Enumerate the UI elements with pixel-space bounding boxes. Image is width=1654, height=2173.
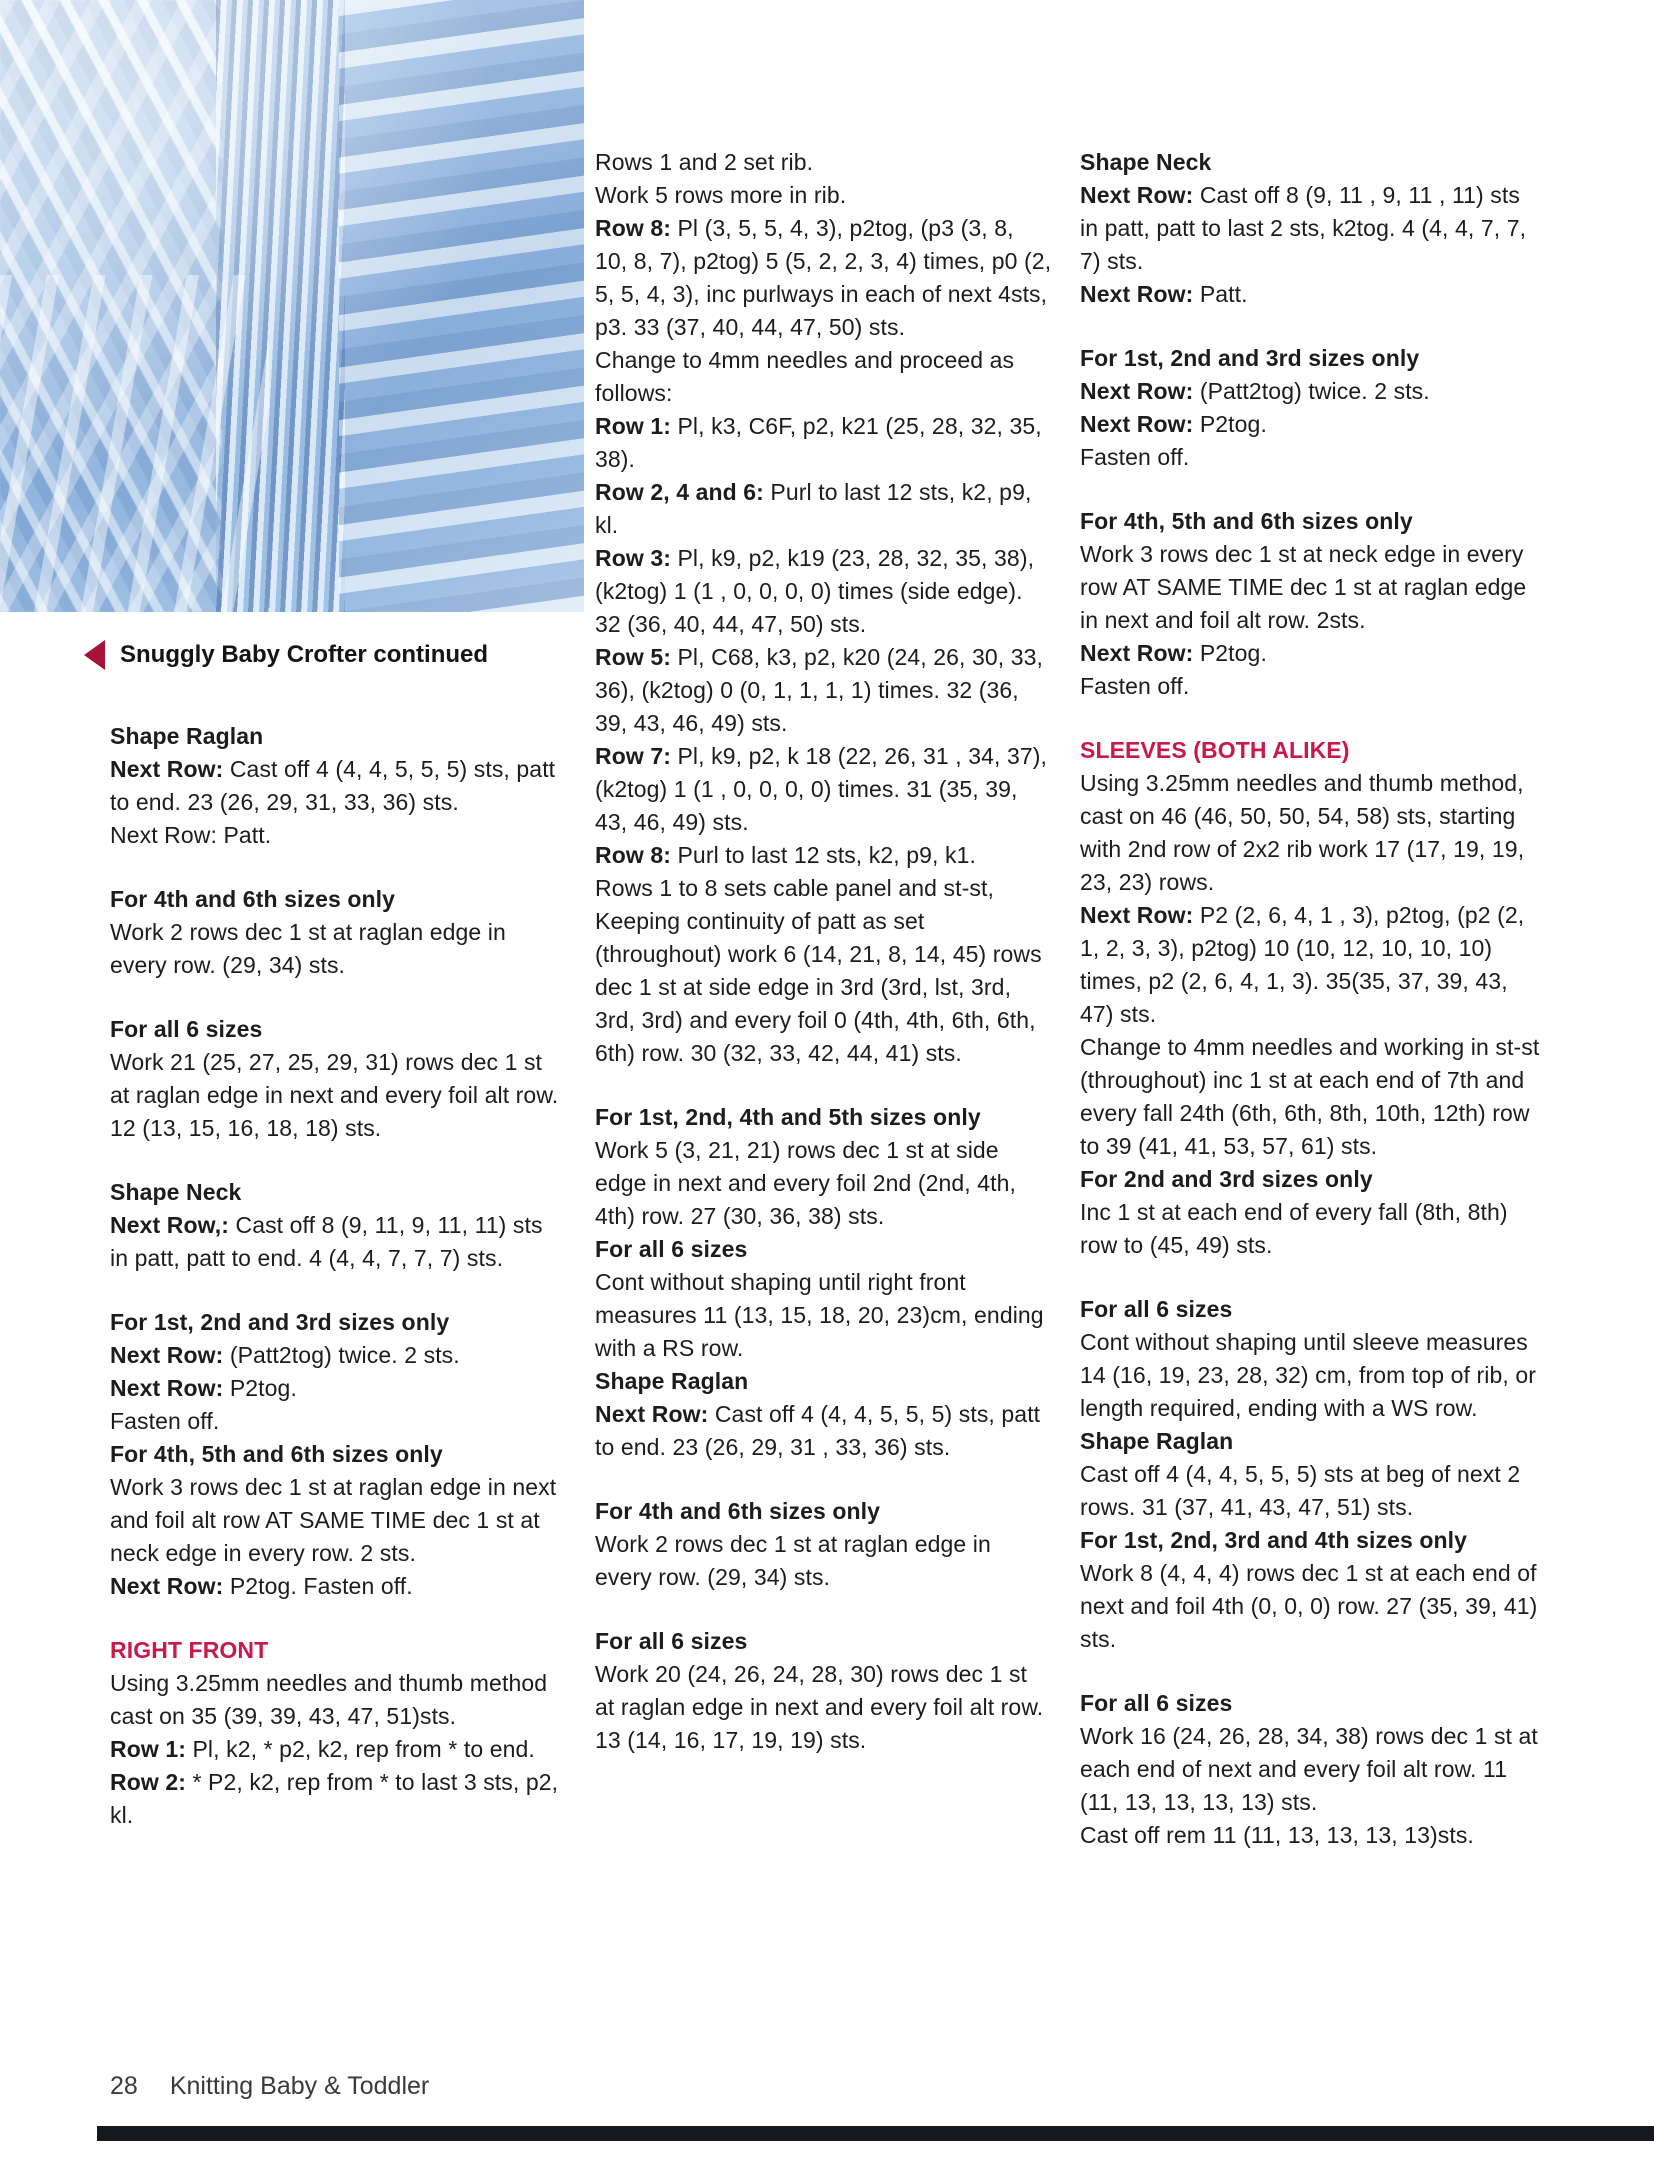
- bold-run: Next Row,:: [110, 1212, 236, 1238]
- pattern-paragraph: [110, 753, 567, 819]
- bold-run: Row 1:: [595, 413, 678, 439]
- section-heading: For 1st, 2nd and 3rd sizes only: [1080, 345, 1420, 371]
- section-heading: For 4th, 5th and 6th sizes only: [1080, 508, 1413, 534]
- text-run: Pl, k9, p2, k 18 (22, 26, 31 , 34, 37), (k2tog) 1 (1 , 0, 0, 0, 0) times. 31 (35, 39, 43, 46, 49) sts.: [595, 743, 1048, 835]
- section-heading: For 4th and 6th sizes only: [595, 1498, 881, 1524]
- text-run: Using 3.25mm needles and thumb method cast on 35 (39, 39, 43, 47, 51)sts.: [110, 1670, 548, 1729]
- section-heading: For all 6 sizes: [1080, 1690, 1233, 1716]
- pattern-paragraph: [595, 410, 1052, 476]
- pattern-paragraph: [1080, 899, 1542, 1031]
- page-number: 28: [110, 2072, 138, 2100]
- section-heading: Shape Neck: [1080, 149, 1212, 175]
- text-run: Cast off 4 (4, 4, 5, 5, 5) sts, patt to end. 23 (26, 29, 31 , 33, 36) sts.: [595, 1401, 1041, 1460]
- text-run: Pl (3, 5, 5, 4, 3), p2tog, (p3 (3, 8, 10, 8, 7), p2tog) 5 (5, 2, 2, 3, 4) times, p0 (2, 5, 5, 4, 3), inc purlways in each of next 4sts, p3. 33 (37, 40, 44, 47, 50) sts.: [595, 215, 1052, 340]
- column-middle: [595, 146, 1052, 1852]
- paragraph-gap: [110, 1603, 567, 1634]
- pattern-paragraph: [595, 1134, 1052, 1233]
- paragraph-gap: [1080, 474, 1542, 505]
- pattern-paragraph: [110, 1339, 567, 1372]
- text-run: Cast off 4 (4, 4, 5, 5, 5) sts at beg of next 2 rows. 31 (37, 41, 43, 47, 51) sts.: [1080, 1461, 1521, 1520]
- pattern-paragraph: [1080, 1458, 1542, 1524]
- text-run: Next Row: Patt.: [110, 822, 272, 848]
- column-right: [1080, 146, 1542, 1852]
- pattern-paragraph: [1080, 1196, 1542, 1262]
- bold-run: Next Row:: [110, 1342, 230, 1368]
- pattern-paragraph: [110, 1372, 567, 1405]
- pattern-paragraph: [1080, 408, 1542, 441]
- pattern-paragraph: [595, 740, 1052, 839]
- section-heading: For 1st, 2nd and 3rd sizes only: [110, 1309, 450, 1335]
- text-run: Work 2 rows dec 1 st at raglan edge in every row. (29, 34) sts.: [110, 919, 506, 978]
- pattern-paragraph: [1080, 1819, 1542, 1852]
- continued-title: Snuggly Baby Crofter continued: [120, 641, 489, 668]
- text-run: Work 3 rows dec 1 st at raglan edge in next and foil alt row AT SAME TIME dec 1 st at neck edge in every row. 2 sts.: [110, 1474, 557, 1566]
- pattern-paragraph: [110, 819, 567, 852]
- bold-run: Next Row:: [110, 1573, 230, 1599]
- section-heading: For all 6 sizes: [1080, 1296, 1233, 1322]
- paragraph-gap: [1080, 311, 1542, 342]
- text-run: P2 (2, 6, 4, 1 , 3), p2tog, (p2 (2, 1, 2, 3, 3), p2tog) 10 (10, 12, 10, 10, 10) times, p2 (2, 6, 4, 1, 3). 35(35, 37, 39, 43, 47) sts.: [1080, 902, 1525, 1027]
- pattern-paragraph: [110, 1766, 567, 1832]
- text-run: Using 3.25mm needles and thumb method, cast on 46 (46, 50, 50, 54, 58) sts, starting with 2nd row of 2x2 rib work 17 (17, 19, 19, 23, 23) rows.: [1080, 770, 1525, 895]
- pattern-paragraph: [1080, 278, 1542, 311]
- paragraph-gap: [595, 1070, 1052, 1101]
- text-run: Work 2 rows dec 1 st at raglan edge in every row. (29, 34) sts.: [595, 1531, 991, 1590]
- text-run: Keeping continuity of patt as set (throughout) work 6 (14, 21, 8, 14, 45) rows dec 1 st at side edge in 3rd (3rd, lst, 3rd, 3rd, 3rd) and every foil 0 (4th, 4th, 6th, 6th, 6th) row. 30 (32, 33, 42, 44, 41) sts.: [595, 908, 1042, 1066]
- text-run: Purl to last 12 sts, k2, p9, kl.: [595, 479, 1032, 538]
- pattern-paragraph: [1080, 1720, 1542, 1819]
- section-heading: Shape Raglan: [595, 1368, 749, 1394]
- pattern-paragraph: [595, 872, 1052, 905]
- text-run: Purl to last 12 sts, k2, p9, k1.: [677, 842, 976, 868]
- text-run: Pl, k9, p2, k19 (23, 28, 32, 35, 38), (k2tog) 1 (1 , 0, 0, 0, 0) times (side edge). 32 (36, 40, 44, 47, 50) sts.: [595, 545, 1035, 637]
- text-run: Work 20 (24, 26, 24, 28, 30) rows dec 1 st at raglan edge in next and every foil alt row. 13 (14, 16, 17, 19, 19) sts.: [595, 1661, 1044, 1753]
- text-run: P2tog.: [1199, 411, 1267, 437]
- text-run: Change to 4mm needles and working in st-st (throughout) inc 1 st at each end of 7th and every fall 24th (6th, 6th, 8th, 10th, 12th) row to 39 (41, 41, 53, 57, 61) sts.: [1080, 1034, 1540, 1159]
- text-run: Cast off 8 (9, 11 , 9, 11 , 11) sts in patt, patt to last 2 sts, k2tog. 4 (4, 4, 7, 7, 7) sts.: [1080, 182, 1527, 274]
- section-heading: For 1st, 2nd, 4th and 5th sizes only: [595, 1104, 981, 1130]
- bold-run: Next Row:: [110, 756, 230, 782]
- text-run: Inc 1 st at each end of every fall (8th, 8th) row to (45, 49) sts.: [1080, 1199, 1508, 1258]
- text-run: Pl, C68, k3, p2, k20 (24, 26, 30, 33, 36), (k2tog) 0 (0, 1, 1, 1, 1) times. 32 (36, 39, 43, 46, 49) sts.: [595, 644, 1044, 736]
- pattern-paragraph: [595, 1658, 1052, 1757]
- pattern-paragraph: [1080, 1557, 1542, 1656]
- pattern-paragraph: [1080, 1326, 1542, 1425]
- pattern-columns: [110, 146, 1542, 1852]
- red-section-heading: SLEEVES (BOTH ALIKE): [1080, 737, 1350, 763]
- text-run: Fasten off.: [110, 1408, 220, 1434]
- text-run: P2tog.: [229, 1375, 297, 1401]
- section-heading: For all 6 sizes: [595, 1236, 748, 1262]
- pattern-paragraph: [595, 542, 1052, 641]
- pattern-paragraph: [1080, 767, 1542, 899]
- paragraph-gap: [1080, 703, 1542, 734]
- pattern-paragraph: [595, 1528, 1052, 1594]
- text-run: Pl, k3, C6F, p2, k21 (25, 28, 32, 35, 38).: [595, 413, 1042, 472]
- text-run: P2tog. Fasten off.: [229, 1573, 413, 1599]
- pattern-paragraph: [110, 1405, 567, 1438]
- text-run: Rows 1 and 2 set rib.: [595, 149, 814, 175]
- text-run: Work 5 rows more in rib.: [595, 182, 847, 208]
- pattern-paragraph: [110, 1046, 567, 1145]
- continued-marker-icon: [84, 640, 105, 670]
- pattern-paragraph: [110, 916, 567, 982]
- text-run: P2tog.: [1199, 640, 1267, 666]
- bold-run: Next Row:: [1080, 902, 1200, 928]
- pattern-paragraph: [595, 344, 1052, 410]
- section-heading: Shape Neck: [110, 1179, 242, 1205]
- bold-run: Next Row:: [1080, 411, 1200, 437]
- pattern-paragraph: [110, 1471, 567, 1570]
- section-heading: Shape Raglan: [1080, 1428, 1234, 1454]
- bold-run: Next Row:: [110, 1375, 230, 1401]
- paragraph-gap: [1080, 1656, 1542, 1687]
- text-run: Cont without shaping until sleeve measures 14 (16, 19, 23, 28, 32) cm, from top of rib, or length required, ending with a WS row.: [1080, 1329, 1536, 1421]
- bold-run: Row 5:: [595, 644, 678, 670]
- pattern-paragraph: [1080, 375, 1542, 408]
- paragraph-gap: [595, 1594, 1052, 1625]
- magazine-title: Knitting Baby & Toddler: [169, 2072, 430, 2100]
- bold-run: Row 2:: [110, 1769, 193, 1795]
- text-run: Work 21 (25, 27, 25, 29, 31) rows dec 1 st at raglan edge in next and every foil alt row. 12 (13, 15, 16, 18, 18) sts.: [110, 1049, 559, 1141]
- text-run: Fasten off.: [1080, 444, 1190, 470]
- bold-run: Next Row:: [1080, 378, 1200, 404]
- section-heading: For all 6 sizes: [595, 1628, 748, 1654]
- text-run: Pl, k2, * p2, k2, rep from * to end.: [192, 1736, 535, 1762]
- text-run: Cast off 8 (9, 11, 9, 11, 11) sts in patt, patt to end. 4 (4, 4, 7, 7, 7) sts.: [110, 1212, 543, 1271]
- footer-bar: [97, 2126, 1654, 2141]
- pattern-paragraph: [110, 1570, 567, 1603]
- paragraph-gap: [595, 1464, 1052, 1495]
- paragraph-gap: [110, 1275, 567, 1306]
- page-footer: [110, 2072, 429, 2101]
- pattern-paragraph: [1080, 637, 1542, 670]
- pattern-paragraph: [595, 905, 1052, 1070]
- pattern-paragraph: [595, 839, 1052, 872]
- text-run: Rows 1 to 8 sets cable panel and st-st,: [595, 875, 994, 901]
- paragraph-gap: [110, 982, 567, 1013]
- bold-run: Next Row:: [595, 1401, 715, 1427]
- pattern-paragraph: [595, 1398, 1052, 1464]
- pattern-paragraph: [595, 146, 1052, 179]
- text-run: Cast off 4 (4, 4, 5, 5, 5) sts, patt to end. 23 (26, 29, 31, 33, 36) sts.: [110, 756, 556, 815]
- red-section-heading: RIGHT FRONT: [110, 1637, 269, 1663]
- pattern-paragraph: [595, 1266, 1052, 1365]
- text-run: Work 8 (4, 4, 4) rows dec 1 st at each end of next and foil 4th (0, 0, 0) row. 27 (35, 39, 41) sts.: [1080, 1560, 1538, 1652]
- bold-run: Row 8:: [595, 215, 678, 241]
- text-run: Cast off rem 11 (11, 13, 13, 13, 13)sts.: [1080, 1822, 1474, 1848]
- text-run: (Patt2tog) twice. 2 sts.: [229, 1342, 460, 1368]
- pattern-paragraph: [110, 1209, 567, 1275]
- text-run: * P2, k2, rep from * to last 3 sts, p2, kl.: [110, 1769, 559, 1828]
- paragraph-gap: [110, 1145, 567, 1176]
- pattern-paragraph: [110, 1667, 567, 1733]
- pattern-paragraph: [1080, 670, 1542, 703]
- section-heading: For 4th and 6th sizes only: [110, 886, 396, 912]
- text-run: Patt.: [1199, 281, 1248, 307]
- column-left: [110, 146, 567, 1852]
- section-heading: Shape Raglan: [110, 723, 264, 749]
- pattern-paragraph: [595, 179, 1052, 212]
- bold-run: Next Row:: [1080, 640, 1200, 666]
- pattern-paragraph: [1080, 179, 1542, 278]
- pattern-paragraph: [110, 1733, 567, 1766]
- section-heading: For 4th, 5th and 6th sizes only: [110, 1441, 443, 1467]
- pattern-paragraph: [1080, 1031, 1542, 1163]
- bold-run: Row 1:: [110, 1736, 193, 1762]
- section-heading: For all 6 sizes: [110, 1016, 263, 1042]
- text-run: Work 16 (24, 26, 28, 34, 38) rows dec 1 st at each end of next and every foil alt row. 11 (11, 13, 13, 13, 13) sts.: [1080, 1723, 1538, 1815]
- pattern-paragraph: [595, 641, 1052, 740]
- bold-run: Next Row:: [1080, 281, 1200, 307]
- section-heading: For 2nd and 3rd sizes only: [1080, 1166, 1373, 1192]
- pattern-paragraph: [1080, 538, 1542, 637]
- text-run: Work 3 rows dec 1 st at neck edge in every row AT SAME TIME dec 1 st at raglan edge in next and foil alt row. 2sts.: [1080, 541, 1527, 633]
- text-run: Change to 4mm needles and proceed as follows:: [595, 347, 1015, 406]
- text-run: Work 5 (3, 21, 21) rows dec 1 st at side edge in next and every foil 2nd (2nd, 4th, 4th) row. 27 (30, 36, 38) sts.: [595, 1137, 1017, 1229]
- paragraph-gap: [1080, 1262, 1542, 1293]
- pattern-paragraph: [595, 476, 1052, 542]
- text-run: Cont without shaping until right front measures 11 (13, 15, 18, 20, 23)cm, ending with a RS row.: [595, 1269, 1044, 1361]
- bold-run: Row 7:: [595, 743, 678, 769]
- section-heading: For 1st, 2nd, 3rd and 4th sizes only: [1080, 1527, 1468, 1553]
- pattern-paragraph: [1080, 441, 1542, 474]
- bold-run: Row 8:: [595, 842, 678, 868]
- bold-run: Row 3:: [595, 545, 678, 571]
- paragraph-gap: [110, 852, 567, 883]
- text-run: Fasten off.: [1080, 673, 1190, 699]
- pattern-paragraph: [595, 212, 1052, 344]
- bold-run: Next Row:: [1080, 182, 1200, 208]
- text-run: (Patt2tog) twice. 2 sts.: [1199, 378, 1430, 404]
- bold-run: Row 2, 4 and 6:: [595, 479, 771, 505]
